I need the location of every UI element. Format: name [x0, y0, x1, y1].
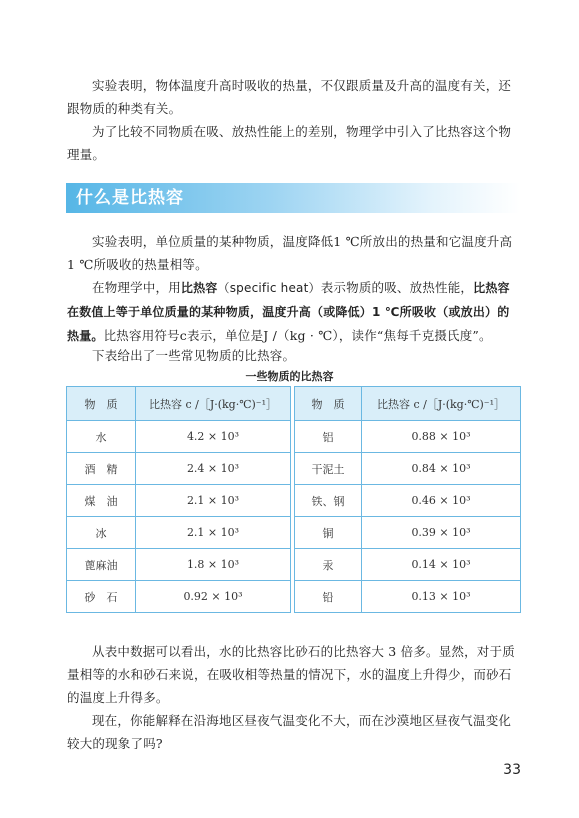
substance-name: 冰 [67, 517, 136, 549]
header-value-left: 比热容 c /［J·(kg·℃)⁻¹］ [136, 387, 291, 421]
substance-name: 铁、钢 [295, 485, 362, 517]
specific-heat-value: 2.1 × 10³ [136, 517, 291, 549]
header-substance-left: 物 质 [67, 387, 136, 421]
para2-text-d: 表示物质的吸、放热性能， [320, 280, 474, 295]
substance-name: 铜 [295, 517, 362, 549]
section-paragraph-3: 下表给出了一些常见物质的比热容。 [92, 348, 296, 363]
para2-text-a: 在物理学中，用 [92, 280, 181, 295]
term-specific-heat: 比热容 [180, 281, 218, 295]
specific-heat-value: 0.92 × 10³ [136, 581, 291, 613]
intro-paragraph-2: 为了比较不同物质在吸、放热性能上的差别，物理学中引入了比热容这个物理量。 [67, 124, 512, 162]
definition-text: 比热容在数值上等于单位质量的某种物质，温度升高（或降低）1 ℃所吸收（或放出）的热量。 [67, 281, 510, 343]
specific-heat-value: 0.39 × 10³ [362, 517, 521, 549]
specific-heat-value: 2.1 × 10³ [136, 485, 291, 517]
specific-heat-table-left [66, 386, 291, 613]
section-title: 什么是比热容 [76, 188, 184, 208]
outro-paragraph-1: 从表中数据可以看出，水的比热容比砂石的比热容大 3 倍多。显然，对于质量相等的水和砂石来说，在吸收相等热量的情况下，水的温度上升得少，而砂石的温度上升得多。 [67, 644, 515, 705]
section-paragraph-2 [67, 276, 519, 348]
specific-heat-value: 1.8 × 10³ [136, 549, 291, 581]
table-row [295, 549, 521, 581]
table-row [67, 421, 291, 453]
table-row [67, 485, 291, 517]
table-row [295, 517, 521, 549]
specific-heat-table-right [294, 386, 521, 613]
table-row [295, 485, 521, 517]
table-row [295, 581, 521, 613]
substance-name: 酒 精 [67, 453, 136, 485]
specific-heat-value: 0.84 × 10³ [362, 453, 521, 485]
specific-heat-value: 2.4 × 10³ [136, 453, 291, 485]
specific-heat-value: 0.13 × 10³ [362, 581, 521, 613]
table-row [295, 421, 521, 453]
substance-name: 干泥土 [295, 453, 362, 485]
substance-name: 铅 [295, 581, 362, 613]
header-value-right: 比热容 c /［J·(kg·℃)⁻¹］ [362, 387, 521, 421]
table-row [67, 549, 291, 581]
page-number: 33 [503, 762, 521, 778]
intro-paragraph-1: 实验表明，物体温度升高时吸收的热量，不仅跟质量及升高的温度有关，还跟物质的种类有关。 [67, 78, 512, 116]
table-row [67, 581, 291, 613]
specific-heat-value: 0.46 × 10³ [362, 485, 521, 517]
table-row [67, 453, 291, 485]
section-header-bar [66, 183, 520, 213]
specific-heat-value: 4.2 × 10³ [136, 421, 291, 453]
table-row [295, 453, 521, 485]
table-row [67, 517, 291, 549]
outro-paragraph-2: 现在，你能解释在沿海地区昼夜气温变化不大，而在沙漠地区昼夜气温变化较大的现象了吗? [67, 713, 512, 751]
substance-name: 蓖麻油 [67, 549, 136, 581]
substance-name: 水 [67, 421, 136, 453]
term-english: （specific heat） [217, 281, 321, 295]
substance-name: 煤 油 [67, 485, 136, 517]
substance-name: 汞 [295, 549, 362, 581]
table-caption: 一些物质的比热容 [245, 370, 334, 383]
para2-text-f: 比热容用符号c表示，单位是J /（kg · ℃），读作“焦每千克摄氏度”。 [103, 328, 492, 343]
specific-heat-value: 0.88 × 10³ [362, 421, 521, 453]
specific-heat-value: 0.14 × 10³ [362, 549, 521, 581]
substance-name: 砂 石 [67, 581, 136, 613]
header-substance-right: 物 质 [295, 387, 362, 421]
section-paragraph-1: 实验表明，单位质量的某种物质，温度降低1 ℃所放出的热量和它温度升高1 ℃所吸收的热量相等。 [67, 234, 513, 272]
substance-name: 铝 [295, 421, 362, 453]
